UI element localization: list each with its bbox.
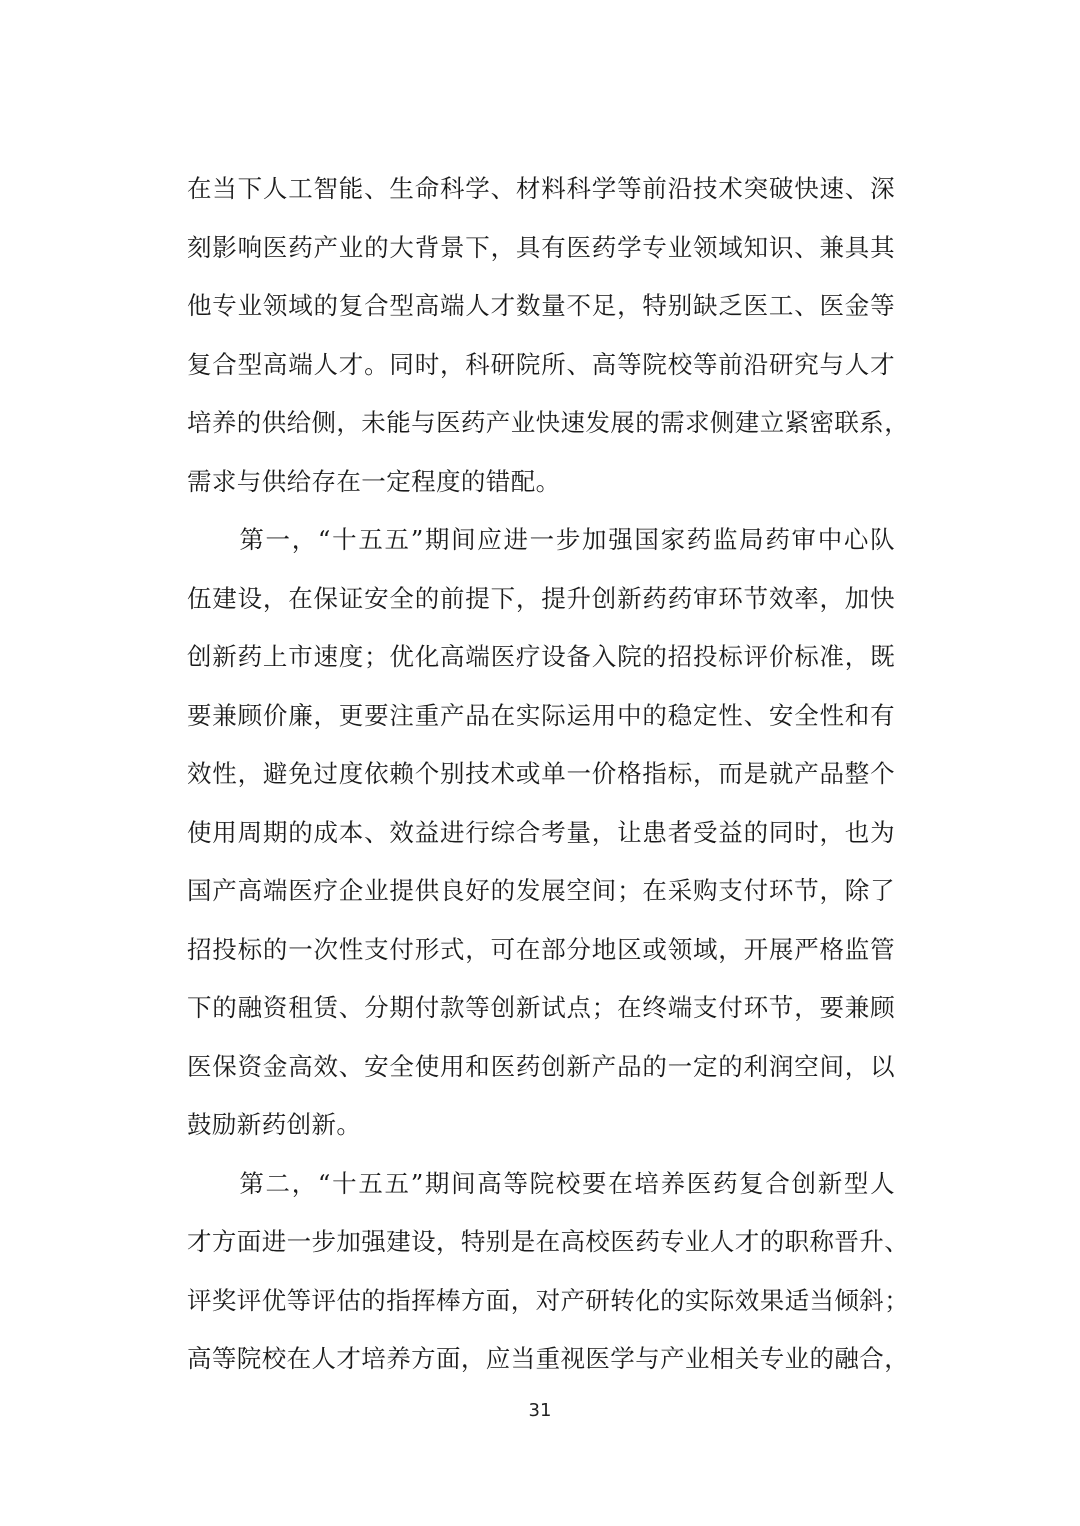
paragraph-3 <box>187 1155 910 1389</box>
text-line: 鼓励新药创新。 <box>187 1110 362 1139</box>
text-line: 需求与供给存在一定程度的错配。 <box>187 466 561 496</box>
text-line: 第一，“十五五”期间应进一步加强国家药监局药审中心队 <box>187 525 895 554</box>
text-line: 培养的供给侧，未能与医药产业快速发展的需求侧建立紧密联系， <box>187 408 910 437</box>
text-line: 效性，避免过度依赖个别技术或单一价格指标，而是就产品整个 <box>187 759 895 788</box>
text-line: 复合型高端人才。同时，科研院所、高等院校等前沿研究与人才 <box>187 349 895 379</box>
text-line: 高等院校在人才培养方面，应当重视医学与产业相关专业的融合， <box>187 1344 910 1373</box>
text-line: 要兼顾价廉，更要注重产品在实际运用中的稳定性、安全性和有 <box>187 700 895 730</box>
page-number: 31 <box>528 1400 552 1421</box>
text-line: 才方面进一步加强建设，特别是在高校医药专业人才的职称晋升、 <box>187 1227 910 1256</box>
text-line: 在当下人工智能、生命科学、材料科学等前沿技术突破快速、深 <box>187 174 895 203</box>
text-line: 他专业领域的复合型高端人才数量不足，特别缺乏医工、医金等 <box>187 291 895 320</box>
text-line: 下的融资租赁、分期付款等创新试点；在终端支付环节，要兼顾 <box>187 993 895 1022</box>
text-line: 使用周期的成本、效益进行综合考量，让患者受益的同时，也为 <box>187 817 895 847</box>
paragraph-2 <box>187 511 895 1155</box>
text-line: 招投标的一次性支付形式，可在部分地区或领域，开展严格监管 <box>187 934 895 964</box>
text-line: 国产高端医疗企业提供良好的发展空间；在采购支付环节，除了 <box>187 876 895 905</box>
paragraph-1 <box>187 160 910 511</box>
text-line: 创新药上市速度；优化高端医疗设备入院的招投标评价标准，既 <box>187 642 895 671</box>
text-line: 评奖评优等评估的指挥棒方面，对产研转化的实际效果适当倾斜； <box>187 1285 910 1315</box>
text-line: 第二，“十五五”期间高等院校要在培养医药复合创新型人 <box>187 1168 895 1198</box>
text-line: 医保资金高效、安全使用和医药创新产品的一定的利润空间，以 <box>187 1051 895 1081</box>
body-text <box>187 160 910 1389</box>
text-line: 伍建设，在保证安全的前提下，提升创新药药审环节效率，加快 <box>187 583 895 613</box>
text-line: 刻影响医药产业的大背景下，具有医药学专业领域知识、兼具其 <box>187 232 895 262</box>
